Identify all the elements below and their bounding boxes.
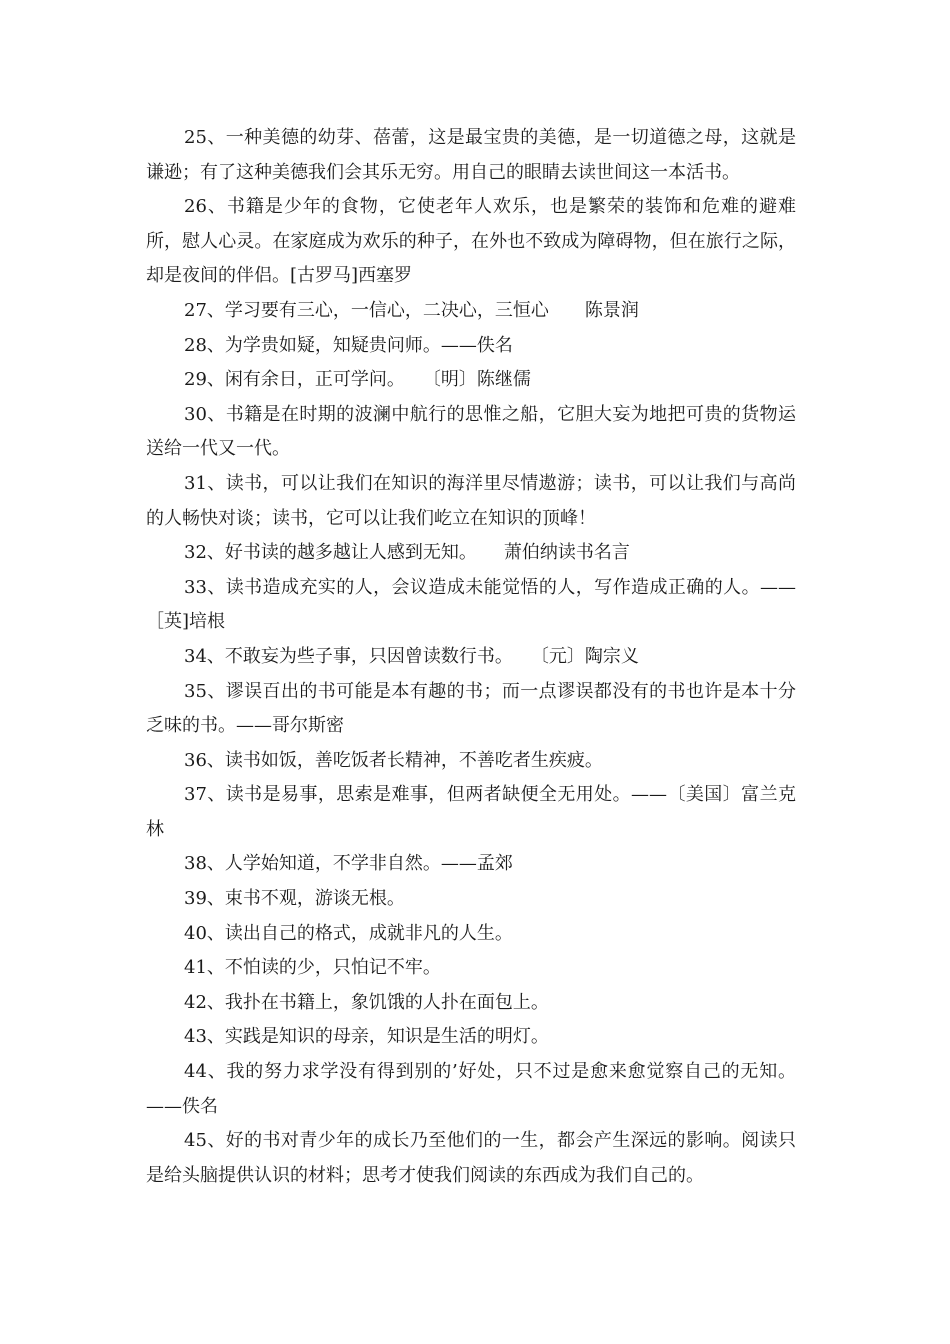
quote-paragraph-26: 26、书籍是少年的食物，它使老年人欢乐，也是繁荣的装饰和危难的避难所，慰人心灵。在家庭成为欢乐的种子，在外也不致成为障碍物，但在旅行之际，却是夜间的伴侣。[古罗马]西塞罗 — [146, 196, 796, 287]
quote-paragraph-28: 28、为学贵如疑，知疑贵问师。——佚名 — [184, 334, 513, 356]
quote-paragraph-41: 41、不怕读的少，只怕记不牢。 — [184, 957, 441, 979]
quote-paragraph-34: 34、不敢妄为些子事，只因曾读数行书。 〔元〕陶宗义 — [184, 645, 639, 667]
quote-paragraph-39: 39、束书不观，游谈无根。 — [184, 888, 405, 910]
quote-paragraph-35: 35、谬误百出的书可能是本有趣的书；而一点谬误都没有的书也许是本十分乏味的书。——哥尔斯密 — [146, 680, 796, 737]
quote-paragraph-29: 29、闲有余日，正可学问。 〔明〕陈继儒 — [184, 369, 531, 391]
quote-paragraph-33: 33、读书造成充实的人，会议造成未能觉悟的人，写作造成正确的人。——［英]培根 — [146, 576, 796, 633]
quote-paragraph-45: 45、好的书对青少年的成长乃至他们的一生，都会产生深远的影响。阅读只是给头脑提供认识的材料；思考才使我们阅读的东西成为我们自己的。 — [146, 1130, 796, 1186]
quote-paragraph-40: 40、读出自己的格式，成就非凡的人生。 — [184, 922, 513, 944]
quote-paragraph-30: 30、书籍是在时期的波澜中航行的思惟之船，它胆大妄为地把可贵的货物运送给一代又一代。 — [146, 403, 796, 460]
quote-paragraph-31: 31、读书，可以让我们在知识的海洋里尽情遨游；读书，可以让我们与高尚的人畅快对谈；读书，它可以让我们屹立在知识的顶峰！ — [146, 472, 796, 529]
quote-paragraph-44: 44、我的努力求学没有得到别的’好处，只不过是愈来愈觉察自己的无知。——佚名 — [146, 1061, 796, 1117]
quote-paragraph-42: 42、我扑在书籍上，象饥饿的人扑在面包上。 — [184, 991, 549, 1013]
quote-paragraph-25: 25、一种美德的幼芽、蓓蕾，这是最宝贵的美德，是一切道德之母，这就是谦逊；有了这种美德我们会其乐无穷。用自己的眼睛去读世间这一本活书。 — [146, 127, 796, 183]
quote-paragraph-27: 27、学习要有三心，一信心，二决心，三恒心 陈景润 — [184, 299, 639, 321]
quote-paragraph-38: 38、人学始知道，不学非自然。——孟郊 — [184, 853, 513, 875]
quote-paragraph-37: 37、读书是易事，思索是难事，但两者缺便全无用处。——〔美国〕富兰克林 — [146, 784, 796, 840]
quote-paragraph-32: 32、好书读的越多越让人感到无知。 萧伯纳读书名言 — [184, 542, 630, 564]
document-body — [146, 121, 796, 1193]
quote-paragraph-43: 43、实践是知识的母亲，知识是生活的明灯。 — [184, 1026, 549, 1048]
quote-paragraph-36: 36、读书如饭，善吃饭者长精神，不善吃者生疾疲。 — [184, 749, 603, 771]
